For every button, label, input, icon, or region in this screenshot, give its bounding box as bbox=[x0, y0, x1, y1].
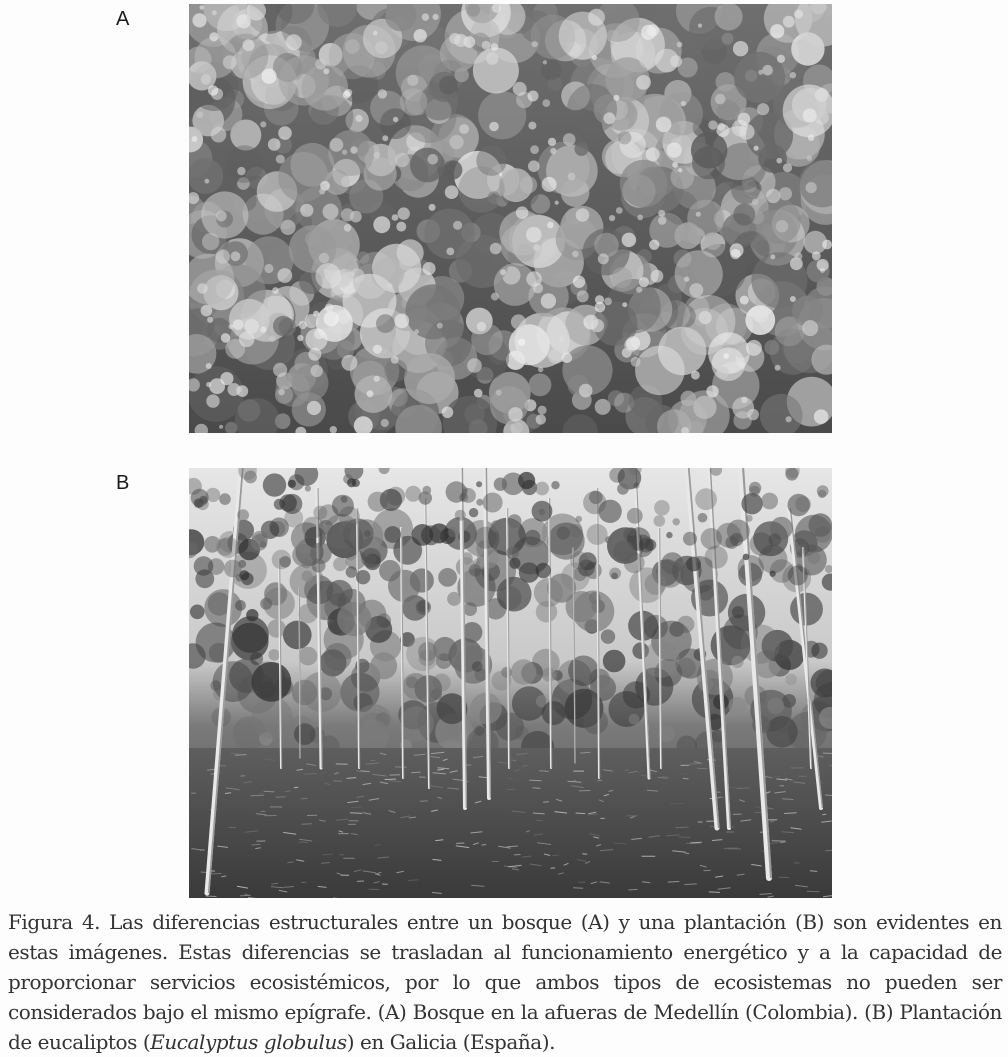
forest-photo bbox=[189, 4, 832, 433]
plantation-photo bbox=[189, 468, 832, 898]
caption-text: Figura 4. Las diferencias estructurales entre un bosque (A) y una plantación (B) son evidentes en estas imágenes. Estas diferencias se trasladan al funcionamiento energético y a la capacidad de proporcionar servicios ecosistémicos, por lo que ambos tipos de ecosistemas no pueden ser considerados bajo el mismo epígrafe. (A) Bosque en la afueras de Medellín (Colombia). (B) Plantación de eucaliptos ( bbox=[8, 910, 1002, 1054]
figure-caption bbox=[8, 907, 1002, 1057]
species-name: Eucalyptus globulus bbox=[150, 1030, 347, 1054]
panel-label-a: A bbox=[116, 8, 129, 31]
panel-label-b: B bbox=[116, 472, 129, 495]
caption-text-end: ) en Galicia (España). bbox=[347, 1030, 555, 1054]
